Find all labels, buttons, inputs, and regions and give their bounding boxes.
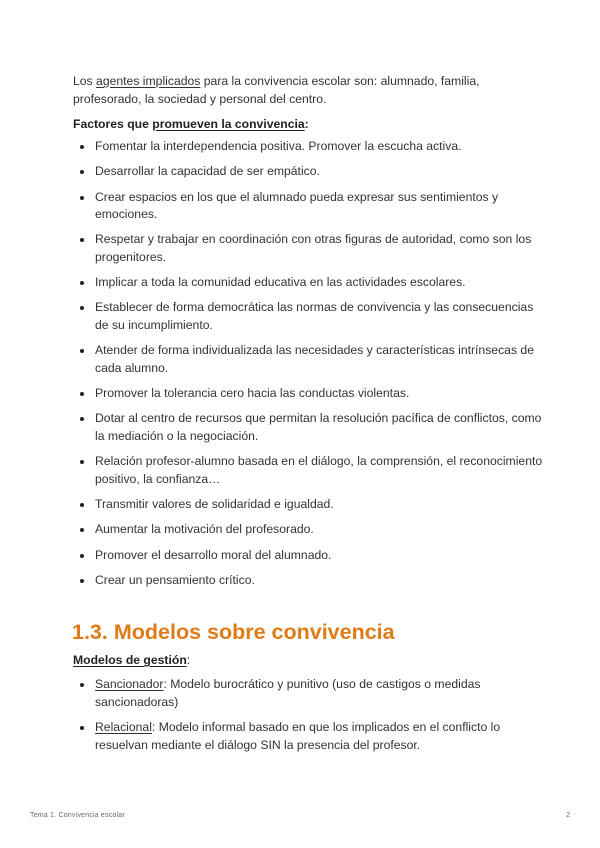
section-title: 1.3. Modelos sobre convivencia [72, 620, 395, 644]
page-number: 2 [566, 812, 570, 819]
agentes-implicados-term: agentes implicados [96, 74, 201, 88]
factors-heading-suffix: : [304, 117, 309, 131]
factors-heading-prefix: Factores que [73, 117, 153, 131]
list-item: Respetar y trabajar en coordinación con otras figuras de autoridad, como son los progenitores. [73, 231, 543, 266]
footer-title: Tema 1. Convivencia escolar [30, 812, 125, 819]
list-item: Aumentar la motivación del profesorado. [73, 521, 543, 539]
model-term: Relacional [95, 720, 152, 734]
list-item-relacional [73, 719, 543, 754]
model-description: : Modelo informal basado en que los implicados en el conflicto lo resuelvan mediante el diálogo SIN la presencia del profesor. [95, 720, 501, 752]
intro-suffix: para la convivencia escolar son: alumnado, familia, profesorado, la sociedad y personal del centro. [73, 74, 480, 106]
list-item: Promover la tolerancia cero hacia las conductas violentas. [73, 385, 543, 403]
list-item: Dotar al centro de recursos que permitan la resolución pacífica de conflictos, como la mediación o la negociación. [73, 410, 543, 445]
models-list [73, 676, 543, 762]
list-item: Promover el desarrollo moral del alumnado. [73, 547, 543, 565]
list-item: Crear espacios en los que el alumnado pueda expresar sus sentimientos y emociones. [73, 189, 543, 224]
factors-list [73, 138, 543, 597]
factors-heading [73, 115, 309, 133]
factors-heading-term: promueven la convivencia [152, 117, 305, 131]
list-item: Crear un pensamiento crítico. [73, 572, 543, 590]
models-heading-term: Modelos de gestión [73, 653, 187, 667]
models-heading [73, 651, 190, 669]
model-description: : Modelo burocrático y punitivo (uso de castigos o medidas sancionadoras) [95, 677, 481, 709]
list-item: Fomentar la interdependencia positiva. Promover la escucha activa. [73, 138, 543, 156]
models-heading-suffix: : [186, 653, 191, 667]
list-item-sancionador [73, 676, 543, 711]
list-item: Atender de forma individualizada las necesidades y características intrínsecas de cada alumno. [73, 342, 543, 377]
intro-paragraph [73, 72, 543, 108]
list-item: Implicar a toda la comunidad educativa en las actividades escolares. [73, 274, 543, 292]
intro-prefix: Los [73, 74, 97, 88]
list-item: Establecer de forma democrática las normas de convivencia y las consecuencias de su incumplimiento. [73, 299, 543, 334]
model-term: Sancionador [95, 677, 164, 691]
list-item: Relación profesor-alumno basada en el diálogo, la comprensión, el reconocimiento positivo, la confianza… [73, 453, 543, 488]
list-item: Desarrollar la capacidad de ser empático. [73, 163, 543, 181]
list-item: Transmitir valores de solidaridad e igualdad. [73, 496, 543, 514]
